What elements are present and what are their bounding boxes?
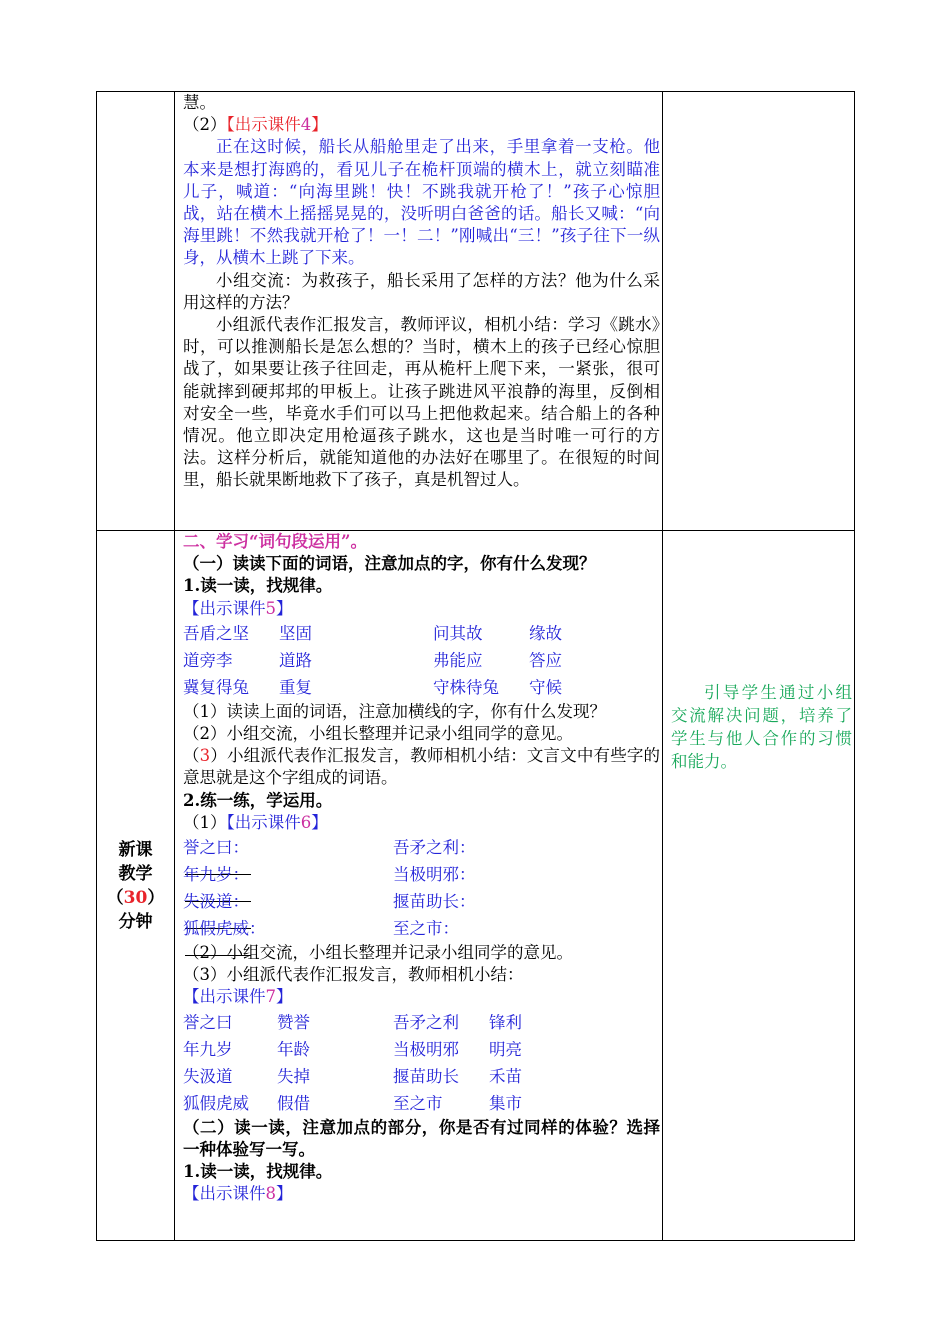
courseware-close: 】 — [276, 1184, 293, 1204]
continued-line: 慧。 — [183, 93, 216, 112]
label-line-1: 新课 — [118, 839, 153, 860]
word-item: 守候 — [529, 677, 562, 697]
courseware-close: 】 — [276, 598, 293, 618]
step-2: 2.练一练，学运用。 — [183, 790, 333, 810]
label-line-2: 教学 — [118, 863, 153, 884]
answer-item: 假借 — [277, 1093, 310, 1113]
q3-text: ）小组派代表作汇报发言，教师相机小结：文言文中有些字的意思就是这个字组成的词语。 — [183, 746, 661, 788]
courseware-6-line — [183, 812, 660, 834]
step-3: 1.读一读，找规律。 — [183, 1162, 333, 1182]
answer-item: 明亮 — [489, 1039, 522, 1059]
label-close: ） — [147, 887, 165, 908]
courseware-label: 【出示课件 — [226, 812, 301, 832]
courseware-number: 4 — [300, 115, 312, 135]
courseware-label: 【出示课件 — [183, 598, 266, 618]
answer-item: 吾矛之利 — [393, 1012, 459, 1032]
exercise-3: （3）小组派代表作汇报发言，教师相机小结： — [183, 965, 524, 985]
label-cell-empty — [97, 92, 175, 531]
fill-item — [183, 888, 393, 915]
courseware-7-line — [183, 986, 660, 1008]
fill-item — [393, 861, 593, 888]
courseware-number: 8 — [265, 1184, 276, 1204]
note-cell — [663, 531, 855, 1241]
lesson-plan-table — [96, 91, 855, 1241]
subsection-1: （一）读读下面的词语，注意加点的字，你有什么发现？ — [183, 554, 596, 574]
item-prefix: （2） — [183, 115, 227, 135]
subsection-2: （二）读一读，注意加点的部分，你是否有过同样的体验？选择一种体验写一写。 — [183, 1117, 660, 1159]
word-item: 道路 — [279, 650, 312, 670]
q3-open: （ — [183, 746, 200, 766]
step-1: 1.读一读，找规律。 — [183, 576, 333, 596]
exercise-prefix: （1） — [183, 812, 227, 832]
exercise-2: （2）小组交流，小组长整理并记录小组同学的意见。 — [183, 943, 573, 963]
answer-item: 锋利 — [489, 1012, 522, 1032]
word-item: 道旁李 — [183, 650, 233, 670]
answer-grid — [183, 1009, 660, 1117]
fill-item — [183, 915, 393, 942]
answer-item: 揠苗助长 — [393, 1066, 459, 1086]
word-item: 重复 — [279, 677, 312, 697]
courseware-5-line — [183, 598, 660, 620]
courseware-label: 【出示课件 — [226, 115, 301, 135]
word-item: 问其故 — [433, 623, 483, 643]
fill-item — [393, 888, 593, 915]
fill-prompt: 年九岁： — [183, 865, 249, 885]
fill-prompt: 吾矛之利： — [393, 838, 476, 858]
fill-item — [393, 834, 593, 861]
fill-prompt: 揠苗助长： — [393, 892, 476, 912]
table-row — [97, 531, 855, 1241]
content-cell-main — [175, 531, 663, 1241]
courseware-number: 7 — [265, 987, 276, 1007]
teaching-note: 引导学生通过小组交流解决问题，培养了学生与他人合作的习惯和能力。 — [671, 683, 852, 771]
fill-prompt: 誉之曰： — [183, 838, 249, 858]
courseware-number: 5 — [265, 598, 276, 618]
word-item: 答应 — [529, 650, 562, 670]
word-grid — [183, 620, 660, 701]
answer-item: 集市 — [489, 1093, 522, 1113]
story-paragraph: 正在这时候，船长从船舱里走了出来，手里拿着一支枪。他本来是想打海鸥的，看见儿子在桅杆顶端的横木上，就立刻瞄准儿子，喊道：“向海里跳！快！不跳我就开枪了！”孩子心惊胆战，站在横木上摇摇晃晃的，没听明白爸爸的话。船长又喊：“向海里跳！不然我就开枪了！一！二！”刚喊出“三！”孩子往下一纵身，从横木上跳了下来。 — [183, 137, 660, 268]
section-heading: 二、学习“词句段运用”。 — [183, 532, 367, 551]
fill-prompt: 至之市： — [393, 919, 459, 939]
label-open: （ — [106, 887, 124, 908]
minutes-value: 30 — [123, 887, 148, 908]
summary-paragraph: 小组派代表作汇报发言，教师评议，相机小结：学习《跳水》时，可以推测船长是怎么想的？当时，横木上的孩子已经心惊胆战了，如果要让孩子往回走，再从桅杆上爬下来，一紧张，很可能就摔到硬邦邦的甲板上。让孩子跳进风平浪静的海里，反倒相对安全一些，毕竟水手们可以马上把他救起来。结合船上的各种情况。他立即决定用枪逼孩子跳水，这也是当时唯一可行的方法。这样分析后，就能知道他的办法好在哪里了。在很短的时间里，船长就果断地救下了孩子，真是机智过人。 — [183, 315, 660, 490]
answer-item: 失掉 — [277, 1066, 310, 1086]
fill-item — [183, 861, 393, 888]
group-discussion: 小组交流：为救孩子，船长采用了怎样的方法？他为什么采用这样的方法？ — [183, 270, 660, 312]
q3-number: 3 — [199, 746, 211, 766]
fill-item — [393, 915, 593, 942]
content-cell-top — [175, 92, 663, 531]
answer-item: 至之市 — [393, 1093, 443, 1113]
courseware-number: 6 — [300, 812, 312, 832]
answer-item: 誉之曰 — [183, 1012, 233, 1032]
word-item: 弗能应 — [433, 650, 483, 670]
courseware-close: 】 — [311, 115, 328, 135]
answer-item: 禾苗 — [489, 1066, 522, 1086]
word-item: 坚固 — [279, 623, 312, 643]
courseware-close: 】 — [276, 987, 293, 1007]
word-item: 守株待兔 — [433, 677, 499, 697]
label-line-4: 分钟 — [118, 911, 153, 932]
answer-item: 失汲道 — [183, 1066, 233, 1086]
courseware-label: 【出示课件 — [183, 1184, 266, 1204]
answer-item: 赞誉 — [277, 1012, 310, 1032]
table-row — [97, 92, 855, 531]
label-line-3 — [97, 886, 174, 910]
courseware-8-line — [183, 1183, 660, 1205]
courseware-4-line — [183, 114, 660, 136]
question-3 — [183, 745, 660, 789]
courseware-label: 【出示课件 — [183, 987, 266, 1007]
section-label-cell — [97, 531, 175, 1241]
note-cell-empty — [663, 92, 855, 531]
fill-item — [183, 834, 393, 861]
answer-item: 狐假虎威 — [183, 1093, 249, 1113]
answer-item: 年九岁 — [183, 1039, 233, 1059]
fill-prompt: 失汲道： — [183, 892, 249, 912]
question-1: （1）读读上面的词语，注意加横线的字，你有什么发现？ — [183, 701, 606, 721]
answer-item: 年龄 — [277, 1039, 310, 1059]
answer-item: 当极明邪 — [393, 1039, 459, 1059]
word-item: 冀复得兔 — [183, 677, 249, 697]
fill-blank-grid — [183, 834, 660, 942]
question-2: （2）小组交流，小组长整理并记录小组同学的意见。 — [183, 724, 573, 744]
fill-prompt: 狐假虎威： — [183, 919, 266, 939]
word-item: 缘故 — [529, 623, 562, 643]
fill-prompt: 当极明邪： — [393, 865, 476, 885]
word-item: 吾盾之坚 — [183, 623, 249, 643]
courseware-close: 】 — [311, 812, 328, 832]
